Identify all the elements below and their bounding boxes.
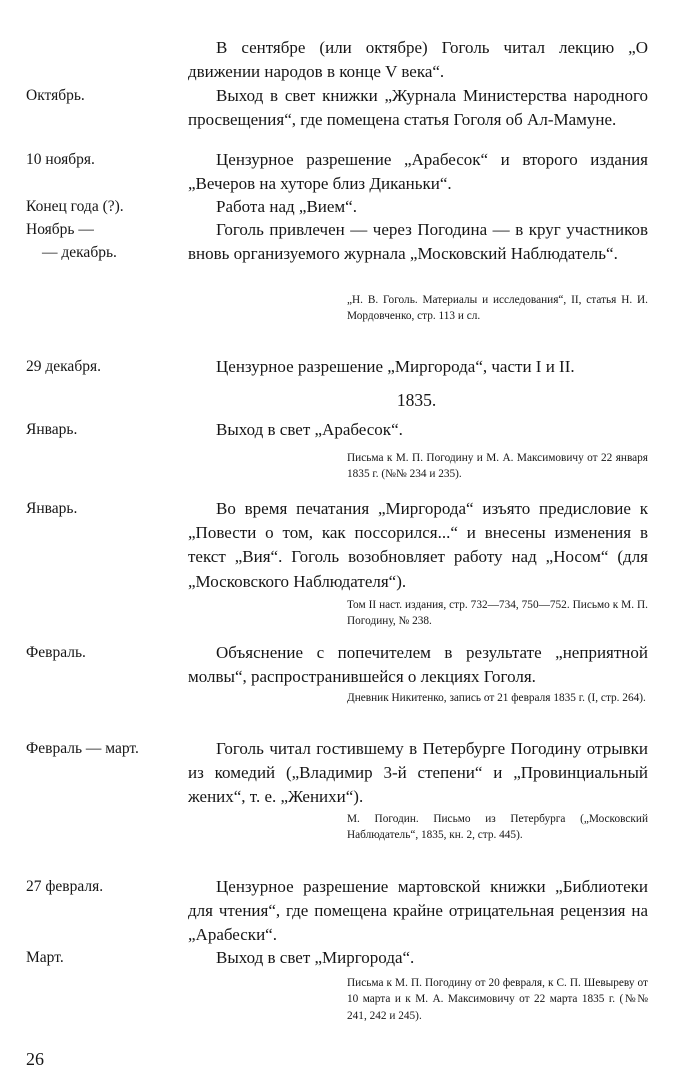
entry-date-start: Ноябрь — <box>26 221 94 238</box>
page-number: 26 <box>26 1049 44 1069</box>
entry-text: Гоголь читал гостившему в Петербурге Погодину отрывки из комедий („Владимир 3-й степени“ и „Провинциальный жених“, т. е. „Женихи“). <box>188 739 648 807</box>
entry-text: В сентябре (или октябре) Гоголь читал лекцию „О движении народов в конце V века“. <box>188 38 648 82</box>
entry-text: Выход в свет „Миргорода“. <box>216 948 415 967</box>
entry-source: Письма к М. П. Погодину и М. А. Максимовичу от 22 января 1835 г. (№№ 234 и 235). <box>347 452 648 481</box>
entry-date: Январь. <box>26 421 78 438</box>
entry-text: Во время печатания „Миргорода“ изъято предисловие к „Повести о том, как поссорился...“ и внесены изменения в текст „Вия“. Гоголь возобновляет работу над „Носом“ (для „Московского Наблюдателя“). <box>188 499 648 591</box>
entry-text: Выход в свет книжки „Журнала Министерства народного просвещения“, где помещена статья Гоголя об Ал-Мамуне. <box>188 86 648 130</box>
year-heading: 1835. <box>396 390 437 410</box>
entry-date: Февраль — март. <box>26 740 139 757</box>
entry-source: Том II наст. издания, стр. 732—734, 750—752. Письмо к М. П. Погодину, № 238. <box>347 599 648 628</box>
entry-date: 10 ноября. <box>26 151 95 168</box>
entry-text: Объяснение с попечителем в результате „неприятной молвы“, распространившейся о лекциях Гоголя. <box>188 643 648 687</box>
entry-source: „Н. В. Гоголь. Материалы и исследования“, II, статья Н. И. Мордовченко, стр. 113 и сл. <box>347 294 648 323</box>
entry-text: Работа над „Вием“. <box>216 197 357 216</box>
entry-text: Цензурное разрешение „Миргорода“, части I и II. <box>216 357 575 376</box>
entry-date-end: — декабрь. <box>42 244 117 261</box>
entry-date: Январь. <box>26 500 78 517</box>
entry-text: Гоголь привлечен — через Погодина — в круг участников вновь организуемого журнала „Московский Наблюдатель“. <box>188 220 648 264</box>
entry-date: 27 февраля. <box>26 878 104 895</box>
entry-date: 29 декабря. <box>26 358 101 375</box>
entry-text: Выход в свет „Арабесок“. <box>216 420 403 439</box>
entry-date: Март. <box>26 949 64 966</box>
entry-date: Конец года (?). <box>26 198 124 215</box>
entry-source: Дневник Никитенко, запись от 21 февраля 1835 г. (I, стр. 264). <box>347 692 646 704</box>
entry-date: Февраль. <box>26 644 86 661</box>
entry-date: Октябрь. <box>26 87 85 104</box>
entry-source: Письма к М. П. Погодину от 20 февраля, к С. П. Шевыреву от 10 марта и к М. А. Максимовичу от 22 марта 1835 г. (№№ 241, 242 и 245). <box>347 977 648 1022</box>
entry-text: Цензурное разрешение мартовской книжки „Библиотеки для чтения“, где помещена крайне отрицательная рецензия на „Арабески“. <box>188 877 648 945</box>
entry-text: Цензурное разрешение „Арабесок“ и второго издания „Вечеров на хуторе близ Диканьки“. <box>188 150 648 194</box>
entry-source: М. Погодин. Письмо из Петербурга („Московский Наблюдатель“, 1835, кн. 2, стр. 445). <box>347 813 648 842</box>
